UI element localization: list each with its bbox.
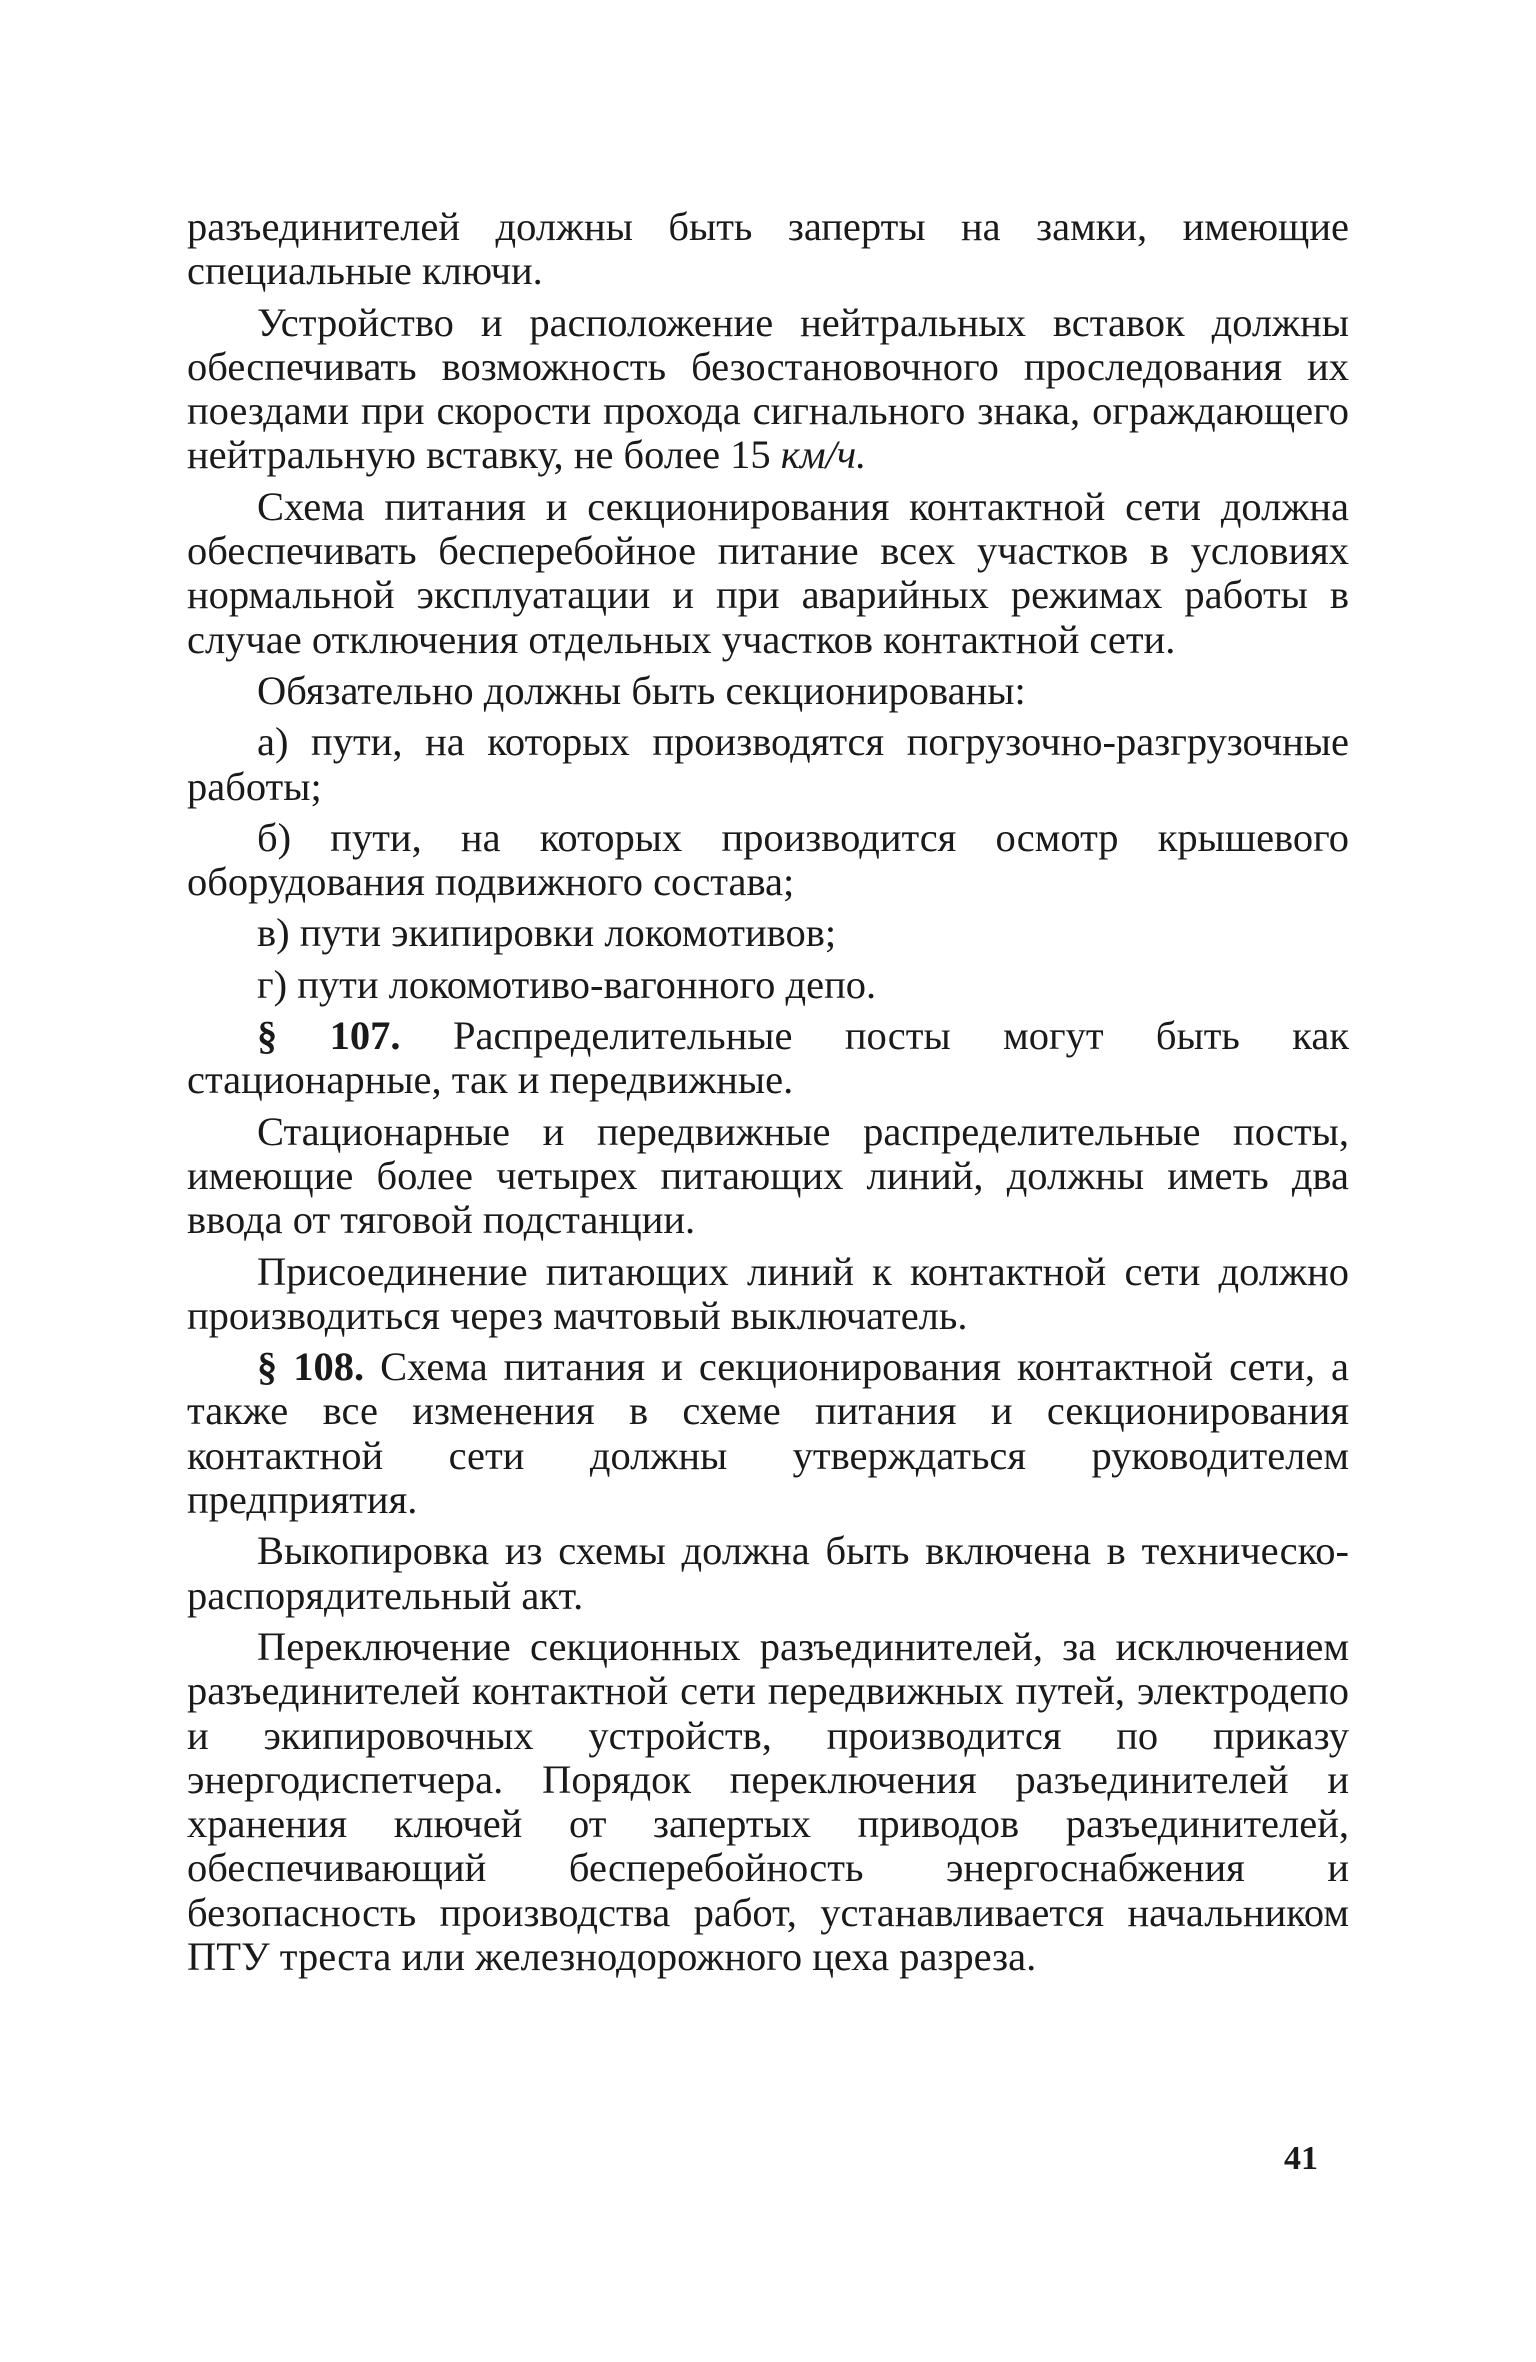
paragraph-neutral-inserts [187,301,1349,478]
section-sign-108: § [257,1344,278,1390]
list-item-g: г) пути локомотиво-вагонного депо. [257,961,877,1007]
list-item-v: в) пути экипировки локомотивов; [257,910,837,956]
paragraph-disconnector-switching: Переключение секционных разъединителей, за исключением разъединителей контактной сети передвижных путей, электродепо и экипировочных устройств, производится по приказу энергодиспетчера. Порядок переключения разъединителей и хранения ключей от запертых приводов разъединителей, обеспечивающий бесперебойность энергоснабжения и безопасность производства работ, устанавливается начальником ПТУ треста или железнодорожного цеха разреза. [187,1623,1349,1979]
paragraph-power-scheme: Схема питания и секционирования контактной сети должна обеспечивать бесперебойное питание всех участков в условиях нормальной эксплуатации и при аварийных режимах работы в случае отключения отдельных участков контактной сети. [187,483,1349,662]
section-number-107: 107. [329,1013,401,1059]
page-body-text [187,205,1349,1986]
paragraph-sectioning-required: Обязательно должны быть секционированы: [257,667,1026,713]
section-number-108: 108. [293,1344,365,1390]
section-108 [187,1345,1349,1522]
page-number: 41 [1284,2140,1318,2177]
paragraph-distribution-posts: Стационарные и передвижные распределительные посты, имеющие более четырех питающих линий, должны иметь два ввода от тяговой подстанции. [187,1108,1349,1243]
section-text-108: Схема питания и секционирования контактной сети, а также все изменения в схеме питания и секционирования контактной сети должны утверждаться руководителем предприятия. [187,1344,1350,1523]
paragraph-feeder-connection: Присоединение питающих линий к контактной сети должно производиться через мачтовый выключатель. [187,1248,1349,1338]
speed-unit: км/ч. [780,432,867,478]
section-107 [187,1014,1349,1103]
paragraph-neutral-inserts-text: Устройство и расположение нейтральных вставок должны обеспечивать возможность безостановочного проследования их поездами при скорости прохода сигнального знака, ограждающего нейтральную вставку, не более 15 [187,299,1349,478]
list-item-a: а) пути, на которых производятся погрузочно-разгрузочные работы; [187,719,1349,809]
paragraph-continuation: разъединителей должны быть заперты на замки, имеющие специальные ключи. [187,204,1349,294]
list-item-b: б) пути, на которых производится осмотр крышевого оборудования подвижного состава; [187,814,1349,905]
paragraph-scheme-extract: Выкопировка из схемы должна быть включена в техническо-распорядительный акт. [187,1528,1349,1618]
section-sign-107: § [257,1013,278,1059]
section-text-107: Распределительные посты могут быть как стационарные, так и передвижные. [187,1013,1350,1103]
